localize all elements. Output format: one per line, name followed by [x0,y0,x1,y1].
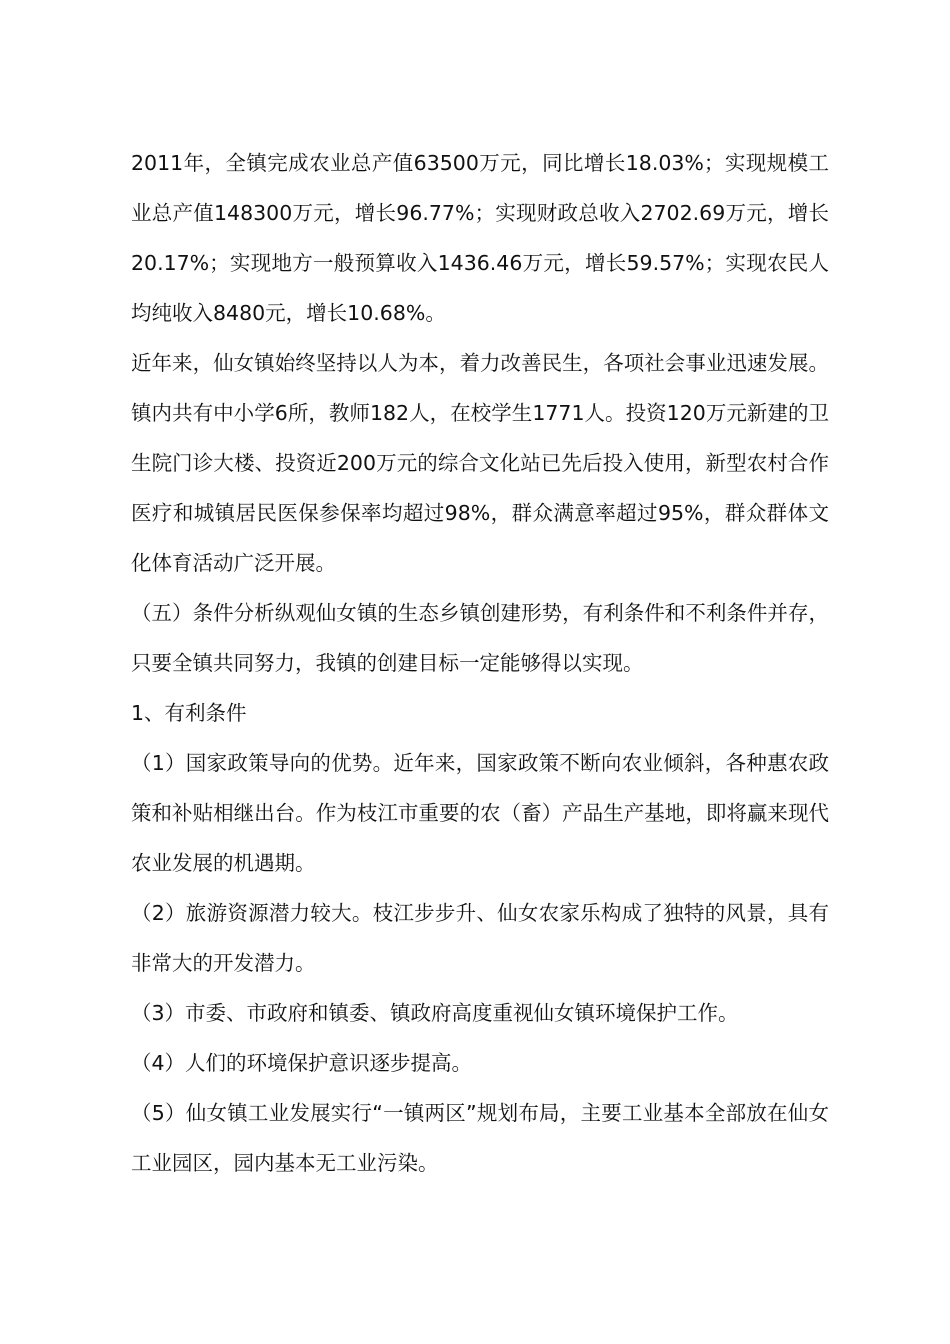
document-body [131,138,829,1188]
list-item-environmental-awareness: （4）人们的环境保护意识逐步提高。 [131,1051,473,1075]
list-item-policy-advantage: （1）国家政策导向的优势。近年来，国家政策不断向农业倾斜，各种惠农政策和补贴相继出台。作为枝江市重要的农（畜）产品生产基地，即将赢来现代农业发展的机遇期。 [131,751,829,875]
list-item-tourism-potential: （2）旅游资源潜力较大。枝江步步升、仙女农家乐构成了独特的风景，具有非常大的开发潜力。 [131,901,829,975]
paragraph-economic-output: 2011年，全镇完成农业总产值63500万元，同比增长18.03%；实现规模工业总产值148300万元，增长96.77%；实现财政总收入2702.69万元，增长20.17%；实现地方一般预算收入1436.46万元，增长59.57%；实现农民人均纯收入8480元，增长10.68%。 [131,151,829,325]
paragraph-condition-analysis: （五）条件分析纵观仙女镇的生态乡镇创建形势，有利条件和不利条件并存，只要全镇共同努力，我镇的创建目标一定能够得以实现。 [131,601,829,675]
heading-favorable-conditions: 1、有利条件 [131,701,247,725]
list-item-government-attention: （3）市委、市政府和镇委、镇政府高度重视仙女镇环境保护工作。 [131,1001,739,1025]
list-item-industrial-layout: （5）仙女镇工业发展实行“一镇两区”规划布局，主要工业基本全部放在仙女工业园区，园内基本无工业污染。 [131,1101,829,1175]
paragraph-social-development: 近年来，仙女镇始终坚持以人为本，着力改善民生，各项社会事业迅速发展。镇内共有中小学6所，教师182人，在校学生1771人。投资120万元新建的卫生院门诊大楼、投资近200万元的综合文化站已先后投入使用，新型农村合作医疗和城镇居民医保参保率均超过98%，群众满意率超过95%，群众群体文化体育活动广泛开展。 [131,351,829,575]
